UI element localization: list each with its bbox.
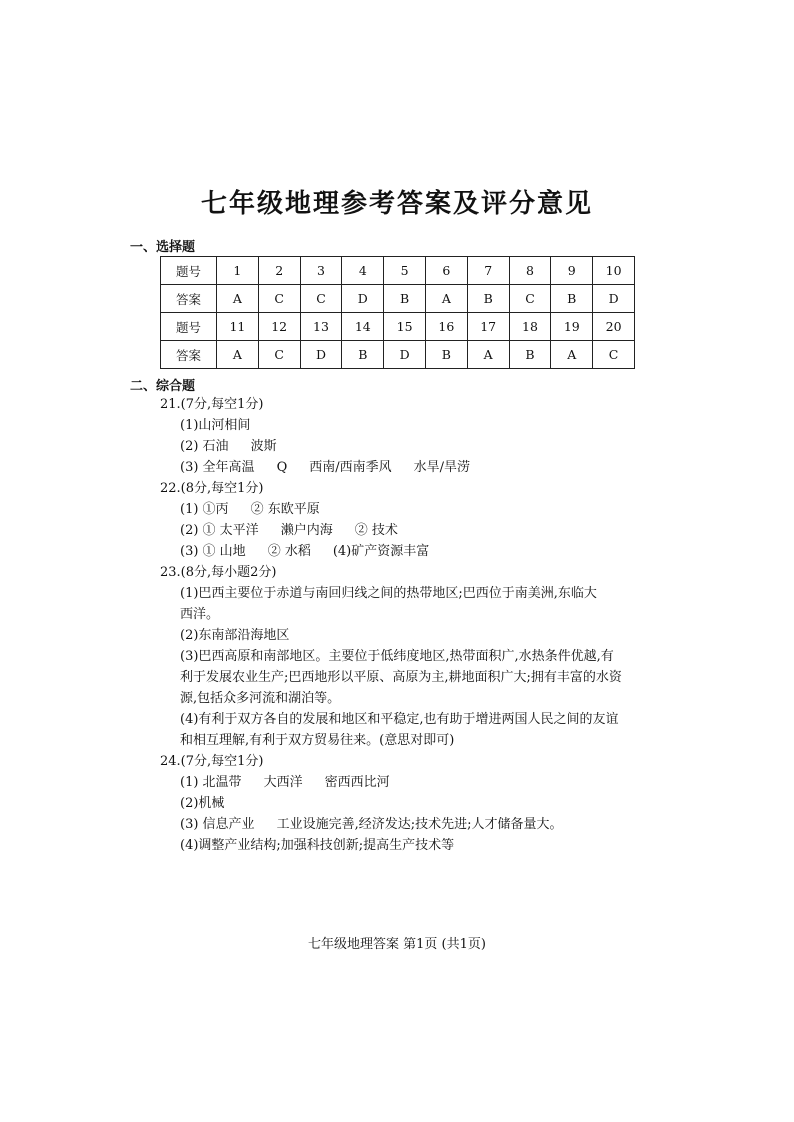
table-cell: C [258, 285, 300, 313]
section-heading-comprehensive: 二、综合题 [130, 379, 196, 394]
q23-answer-3-line2: 利于发展农业生产;巴西地形以平原、高原为主,耕地面积广大;拥有丰富的水资 [180, 670, 622, 685]
table-cell: B [342, 341, 384, 369]
table-row [161, 285, 635, 313]
q24-heading: 24.(7分,每空1分) [160, 754, 264, 769]
q23-answer-2: (2)东南部沿海地区 [180, 628, 290, 643]
table-cell: 2 [258, 257, 300, 285]
q22-answer-3 [180, 543, 429, 561]
q22-a3-part1: (3) ① 山地 [180, 544, 246, 559]
table-cell: 18 [509, 313, 551, 341]
table-row [161, 341, 635, 369]
table-cell: 15 [384, 313, 426, 341]
q23-heading: 23.(8分,每小题2分) [160, 565, 277, 580]
table-cell: 4 [342, 257, 384, 285]
q21-a3-part3: 西南/西南季风 [309, 460, 392, 475]
q21-a3-part4: 水旱/旱涝 [413, 460, 471, 475]
q22-a2-part3: ② 技术 [354, 523, 398, 538]
table-cell: 6 [425, 257, 467, 285]
table-row-header: 答案 [161, 341, 217, 369]
table-cell: 16 [425, 313, 467, 341]
table-cell: 5 [384, 257, 426, 285]
q22-a2-part2: 濑户内海 [280, 523, 333, 538]
table-cell: C [300, 285, 342, 313]
table-cell: 13 [300, 313, 342, 341]
table-cell: 9 [551, 257, 593, 285]
q22-heading: 22.(8分,每空1分) [160, 481, 264, 496]
table-row-header: 题号 [161, 313, 217, 341]
q22-a2-part1: (2) ① 太平洋 [180, 523, 259, 538]
table-cell: C [258, 341, 300, 369]
table-row [161, 313, 635, 341]
table-cell: B [509, 341, 551, 369]
table-cell: D [593, 285, 635, 313]
q24-answer-2: (2)机械 [180, 796, 225, 811]
q21-a3-part2: Q [276, 460, 288, 475]
table-cell: 1 [217, 257, 259, 285]
table-cell: B [467, 285, 509, 313]
q22-answer-2 [180, 522, 398, 540]
q21-answer-2 [180, 438, 277, 456]
q24-a3-part2: 工业设施完善,经济发达;技术先进;人才储备量大。 [276, 817, 563, 832]
table-cell: D [384, 341, 426, 369]
table-cell: C [593, 341, 635, 369]
section-heading-choice: 一、选择题 [130, 240, 196, 255]
table-row-header: 答案 [161, 285, 217, 313]
table-cell: 12 [258, 313, 300, 341]
table-row-header: 题号 [161, 257, 217, 285]
table-cell: 20 [593, 313, 635, 341]
table-cell: 19 [551, 313, 593, 341]
q24-answer-3 [180, 816, 562, 834]
q23-answer-1-line2: 西洋。 [180, 607, 220, 622]
q22-a3-part3: (4)矿产资源丰富 [332, 544, 430, 559]
document-title: 七年级地理参考答案及评分意见 [200, 189, 593, 219]
table-cell: A [551, 341, 593, 369]
q24-a1-part1: (1) 北温带 [180, 775, 242, 790]
q22-answer-1 [180, 501, 320, 519]
q23-answer-3-line3: 源,包括众多河流和湖泊等。 [180, 691, 341, 706]
table-cell: 10 [593, 257, 635, 285]
table-cell: B [551, 285, 593, 313]
q21-answer-3 [180, 459, 470, 477]
q22-a1-part1: (1) ①丙 [180, 502, 229, 517]
q24-answer-4: (4)调整产业结构;加强科技创新;提高生产技术等 [180, 838, 455, 853]
q21-a3-part1: (3) 全年高温 [180, 460, 255, 475]
table-cell: C [509, 285, 551, 313]
table-cell: A [425, 285, 467, 313]
q23-answer-1-line1: (1)巴西主要位于赤道与南回归线之间的热带地区;巴西位于南美洲,东临大 [180, 586, 597, 601]
q24-a3-part1: (3) 信息产业 [180, 817, 255, 832]
q23-answer-4-line2: 和相互理解,有利于双方贸易往来。(意思对即可) [180, 733, 455, 748]
table-cell: D [342, 285, 384, 313]
page-footer: 七年级地理答案 第1页 (共1页) [308, 937, 486, 952]
table-cell: 17 [467, 313, 509, 341]
q21-answer-1: (1)山河相间 [180, 418, 251, 433]
table-cell: B [425, 341, 467, 369]
q21-a2-part2: 波斯 [250, 439, 277, 454]
q22-a1-part2: ② 东欧平原 [250, 502, 320, 517]
answer-table [160, 256, 635, 369]
table-cell: 14 [342, 313, 384, 341]
table-cell: 3 [300, 257, 342, 285]
table-row [161, 257, 635, 285]
q24-a1-part3: 密西西比河 [324, 775, 390, 790]
q21-a2-part1: (2) 石油 [180, 439, 229, 454]
table-cell: A [467, 341, 509, 369]
table-cell: A [217, 341, 259, 369]
q24-a1-part2: 大西洋 [263, 775, 303, 790]
table-cell: D [300, 341, 342, 369]
q24-answer-1 [180, 774, 390, 792]
table-cell: 7 [467, 257, 509, 285]
table-cell: 8 [509, 257, 551, 285]
q21-heading: 21.(7分,每空1分) [160, 397, 264, 412]
q23-answer-4-line1: (4)有利于双方各自的发展和地区和平稳定,也有助于增进两国人民之间的友谊 [180, 712, 619, 727]
table-cell: B [384, 285, 426, 313]
table-cell: A [217, 285, 259, 313]
q22-a3-part2: ② 水稻 [267, 544, 311, 559]
table-cell: 11 [217, 313, 259, 341]
q23-answer-3-line1: (3)巴西高原和南部地区。主要位于低纬度地区,热带面积广,水热条件优越,有 [180, 649, 614, 664]
